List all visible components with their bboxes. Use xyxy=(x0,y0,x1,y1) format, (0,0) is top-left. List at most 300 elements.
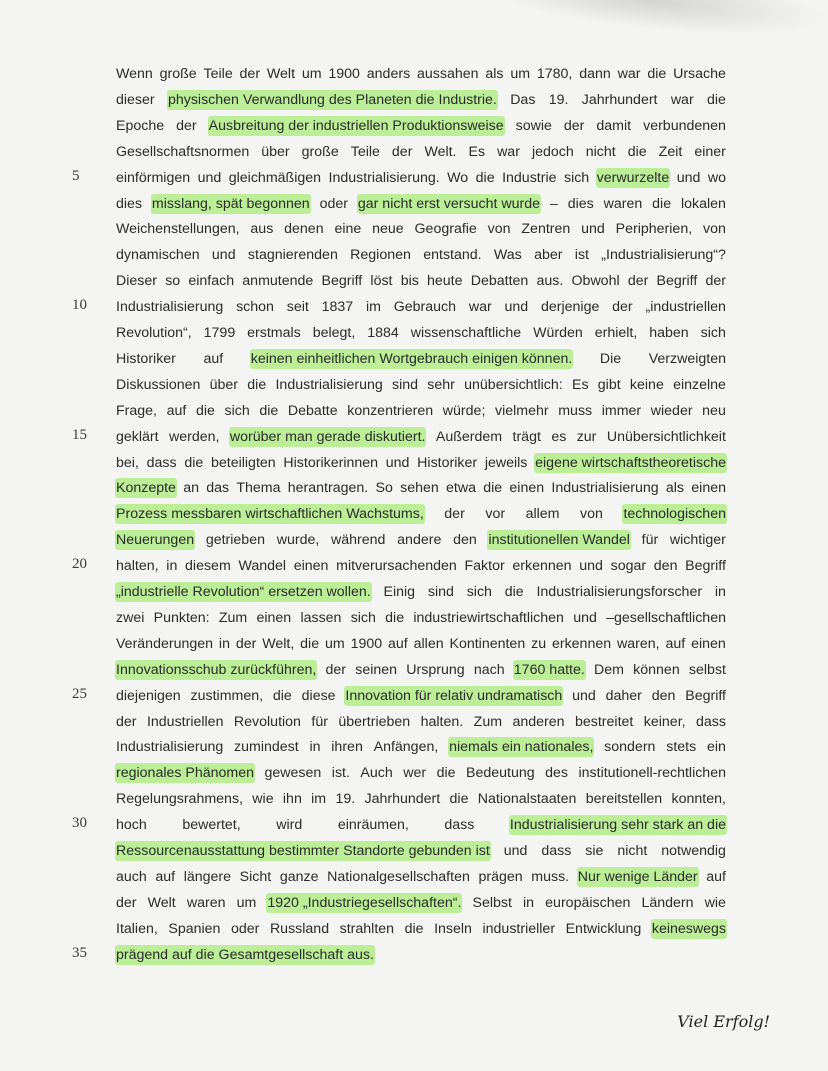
word: die xyxy=(300,635,320,652)
word: eine xyxy=(334,221,362,238)
word: und xyxy=(676,169,701,186)
word: Gebrauch xyxy=(393,299,457,316)
highlighted-text: eigene wirtschaftstheoretische xyxy=(535,454,726,471)
text-line xyxy=(116,763,726,783)
word: im xyxy=(365,299,381,316)
word: große xyxy=(301,143,339,160)
word: die xyxy=(483,480,503,497)
highlighted-text: „industrielle Revolution“ ersetzen wollen. xyxy=(116,584,371,600)
word: ihren xyxy=(331,739,363,756)
word: Auch xyxy=(360,765,393,782)
word: auf xyxy=(166,402,187,419)
word: große xyxy=(159,66,197,82)
text-line xyxy=(116,686,726,706)
word: auf xyxy=(203,350,224,367)
word: aber xyxy=(534,247,563,264)
word: oder xyxy=(319,195,348,212)
word: Frage, xyxy=(116,402,158,419)
word: erhielt, xyxy=(594,325,638,341)
word: 1900 xyxy=(350,635,383,652)
word: war xyxy=(497,143,520,160)
highlighted-text: misslang, spät begonnen xyxy=(151,195,310,212)
word: Revolution“, xyxy=(116,325,192,341)
word: nicht xyxy=(585,143,616,160)
text-line xyxy=(116,375,726,395)
word: dass xyxy=(541,843,572,859)
word: aus. xyxy=(536,273,564,290)
word: der xyxy=(176,117,197,134)
word: wird xyxy=(276,817,303,834)
word: notwendig xyxy=(661,843,726,859)
word: löst xyxy=(370,273,393,290)
word: von xyxy=(580,506,603,523)
line-number: 25 xyxy=(72,685,87,702)
word: einräumen, xyxy=(337,817,409,834)
word: konzentrieren xyxy=(347,402,434,419)
line-number: 15 xyxy=(72,426,87,443)
word: in xyxy=(218,635,230,652)
word: erkennen xyxy=(512,558,572,575)
word: Wandel xyxy=(238,558,287,575)
word: in xyxy=(523,894,535,911)
word: Ländern xyxy=(641,894,694,911)
word: Inseln xyxy=(434,920,472,937)
highlighted-text: institutionellen Wandel xyxy=(488,532,630,549)
word: den xyxy=(453,532,477,549)
word: Regionen xyxy=(350,247,411,264)
text-line xyxy=(116,297,726,317)
word: den xyxy=(651,687,676,704)
word: wieder xyxy=(650,402,693,419)
word: 1837 xyxy=(321,299,354,316)
highlighted-text: technologischen xyxy=(623,506,726,523)
word: sondern xyxy=(604,739,656,756)
word: Wenn xyxy=(116,66,153,82)
text-line xyxy=(116,401,726,421)
word: Verzweigten xyxy=(648,350,726,367)
word: Debatten xyxy=(470,273,529,290)
word: der xyxy=(627,273,649,290)
text-line xyxy=(116,634,726,654)
word: dass xyxy=(696,713,726,730)
word: während xyxy=(331,532,386,549)
word: allen xyxy=(413,635,444,652)
word: Sicht xyxy=(239,868,272,885)
word: halten, xyxy=(116,558,159,575)
highlighted-text: niemals ein nationales, xyxy=(449,739,594,756)
word: neu xyxy=(702,402,726,419)
word: Welt xyxy=(147,894,176,911)
word: Unübersichtlichkeit xyxy=(606,428,726,445)
word: Revolution xyxy=(233,713,301,730)
text-line xyxy=(116,712,726,732)
highlighted-text: keinen einheitlichen Wortgebrauch einigen können. xyxy=(250,350,573,367)
word: Begriff xyxy=(685,687,726,704)
word: und xyxy=(504,299,529,316)
word: Industrie xyxy=(502,169,557,186)
word: verbundenen xyxy=(643,117,726,134)
word: einförmigen xyxy=(116,169,191,186)
word: wichtiger xyxy=(669,532,726,549)
word: des xyxy=(545,765,569,782)
word: immer xyxy=(601,402,642,419)
word: geklärt xyxy=(116,428,159,445)
word: ist xyxy=(574,247,589,264)
text-line xyxy=(116,90,726,110)
word: denen xyxy=(284,221,324,238)
word: Entwicklung xyxy=(565,920,642,937)
word: sich xyxy=(563,169,590,186)
word: so xyxy=(165,273,181,290)
word: dass xyxy=(444,817,475,834)
text-line xyxy=(116,453,726,473)
word: sehen xyxy=(400,480,439,497)
word: die xyxy=(475,169,495,186)
word: anders xyxy=(366,66,411,82)
word: von xyxy=(487,221,511,238)
text-line xyxy=(116,867,726,887)
word: herantragen. xyxy=(287,480,369,497)
highlighted-text: verwurzelte xyxy=(596,169,670,186)
word: Industrialisierung xyxy=(116,299,224,316)
word: daher xyxy=(605,687,642,704)
word: dynamischen xyxy=(116,247,200,264)
word: trägt xyxy=(512,428,541,445)
word: stagnierenden xyxy=(247,247,338,264)
highlighted-text: Innovationsschub zurückführen, xyxy=(116,661,317,678)
word: der xyxy=(563,117,585,134)
word: Es xyxy=(468,143,486,160)
text-line xyxy=(116,789,726,809)
word: den xyxy=(653,558,678,575)
word: Ursache xyxy=(673,66,726,82)
word: unübersichtlich: xyxy=(464,376,563,393)
word: haben xyxy=(649,325,689,341)
word: Thema xyxy=(236,480,281,497)
word: der xyxy=(391,143,413,160)
word: die xyxy=(449,791,469,808)
word: ihn xyxy=(282,791,302,808)
word: Zum xyxy=(473,713,503,730)
word: war xyxy=(468,299,492,316)
word: an xyxy=(183,480,199,497)
word: seit xyxy=(286,299,309,316)
word: Debatte xyxy=(287,402,338,419)
word: zu xyxy=(531,635,547,652)
word: Epoche xyxy=(116,117,165,134)
word: um xyxy=(324,635,345,652)
word: sind xyxy=(392,376,419,393)
word: Punkten: xyxy=(153,609,210,626)
text-line xyxy=(116,64,726,84)
word: Nationalgesellschaften xyxy=(327,868,470,885)
word: auf xyxy=(665,635,686,652)
word: Industrialisierung xyxy=(116,739,224,756)
word: 1780, xyxy=(536,66,573,82)
word: Welt xyxy=(266,66,296,82)
word: Die xyxy=(599,350,622,367)
word: Jahrhundert xyxy=(581,91,658,108)
word: auch xyxy=(116,868,147,885)
word: bestreitet xyxy=(574,713,634,730)
word: Welt. xyxy=(424,143,457,160)
word: vielmehr xyxy=(495,402,549,419)
word: und xyxy=(211,247,236,264)
highlighted-text: 1920 „Industriegesellschaften“. xyxy=(267,894,462,911)
word: ganze xyxy=(279,868,319,885)
word: lokalen xyxy=(680,195,726,212)
word: Das xyxy=(510,91,536,108)
word: entstand. xyxy=(423,247,482,264)
word: auf xyxy=(706,868,726,885)
word: Industrialisierung xyxy=(551,480,659,497)
word: Zum xyxy=(218,609,248,626)
word: bei, xyxy=(116,454,139,471)
word: werden, xyxy=(169,428,220,445)
word: etwa xyxy=(446,480,476,497)
word: Es xyxy=(571,376,589,393)
word: Zeit xyxy=(658,143,683,160)
line-number: 5 xyxy=(72,167,80,184)
word: längere xyxy=(183,868,232,885)
word: über xyxy=(261,143,290,160)
word: sehr xyxy=(427,376,455,393)
word: waren xyxy=(186,894,226,911)
word: um xyxy=(301,66,322,82)
word: war xyxy=(617,66,641,82)
word: mitverursachenden xyxy=(336,558,457,575)
word: die xyxy=(647,66,667,82)
word: einen xyxy=(691,480,726,497)
word: sie xyxy=(585,843,604,859)
word: über xyxy=(209,376,239,393)
word: zwei xyxy=(116,609,145,626)
word: von xyxy=(703,221,726,238)
word: und xyxy=(197,169,222,186)
word: wo xyxy=(707,169,726,186)
word: Industrialisierung. xyxy=(328,169,440,186)
word: dann xyxy=(579,66,611,82)
word: Russland xyxy=(269,920,330,937)
word: als xyxy=(665,480,685,497)
word: die xyxy=(707,91,726,108)
word: Welt, xyxy=(262,635,295,652)
word: Diskussionen xyxy=(116,376,201,393)
text-line xyxy=(116,608,726,628)
word: sind xyxy=(427,584,454,600)
word: –gesellschaftlichen xyxy=(606,609,726,626)
word: und xyxy=(385,454,410,471)
word: industrieller xyxy=(482,920,556,937)
text-line xyxy=(116,194,726,214)
word: Begriff xyxy=(656,273,698,290)
highlighted-text: prägend auf die Gesamtgesellschaft aus. xyxy=(116,946,374,963)
word: der xyxy=(325,661,347,678)
highlighted-text: Ressourcenausstattung bestimmter Standorte gebunden ist xyxy=(116,843,490,859)
word: beteiligten xyxy=(210,454,276,471)
word: es xyxy=(551,428,567,445)
text-line xyxy=(116,349,726,369)
word: einen xyxy=(293,558,329,575)
word: die xyxy=(652,195,672,212)
word: Weichenstellungen, xyxy=(116,221,240,238)
word: anmutende xyxy=(242,273,314,290)
word: Teile xyxy=(350,143,380,160)
word: für xyxy=(641,532,659,549)
word: industriewirtschaftlichen xyxy=(413,609,564,626)
word: schon xyxy=(236,299,274,316)
word: und xyxy=(579,558,603,575)
word: der xyxy=(116,713,137,730)
highlighted-text: gar nicht erst versucht wurde xyxy=(357,195,541,212)
word: einfach xyxy=(188,273,235,290)
word: seinen xyxy=(355,661,398,678)
word: die xyxy=(404,920,424,937)
word: muss xyxy=(558,402,593,419)
word: erstmals xyxy=(247,325,301,341)
highlighted-text: regionales Phänomen xyxy=(116,765,255,782)
word: in xyxy=(166,558,178,575)
word: im xyxy=(311,791,327,808)
highlighted-text: Neuerungen xyxy=(116,532,195,549)
word: Industrialisierungsforscher xyxy=(536,584,703,600)
text-line xyxy=(116,504,726,524)
word: die xyxy=(259,402,279,419)
word: und xyxy=(572,687,596,704)
word: übertrieben xyxy=(338,713,411,730)
word: belegt, xyxy=(312,325,356,341)
word: Begriff xyxy=(685,558,726,575)
word: keine xyxy=(629,376,664,393)
word: der xyxy=(612,299,633,316)
highlighted-text: Prozess messbaren wirtschaftlichen Wachstums, xyxy=(116,506,424,523)
word: bereitstellen xyxy=(585,791,663,808)
text-line xyxy=(116,893,726,913)
word: dass xyxy=(146,454,177,471)
word: stets xyxy=(666,739,697,756)
word: wie xyxy=(704,894,726,911)
word: Historikerinnen xyxy=(283,454,379,471)
word: Peripherien, xyxy=(615,221,693,238)
word: einen xyxy=(256,609,292,626)
text-line xyxy=(116,660,726,680)
word: die xyxy=(247,376,267,393)
highlighted-text: Nur wenige Länder xyxy=(577,868,698,885)
word: 19. xyxy=(548,91,569,108)
word: Würden xyxy=(533,325,583,341)
word: und xyxy=(581,221,605,238)
word: Kontinenten xyxy=(449,635,526,652)
word: nicht xyxy=(617,843,648,859)
highlighted-text: keineswegs xyxy=(651,920,726,937)
word: bewertet, xyxy=(182,817,241,834)
word: jedoch xyxy=(531,143,574,160)
word: dieser xyxy=(116,91,155,108)
word: Zentren xyxy=(521,221,571,238)
word: ein xyxy=(706,739,726,756)
word: für xyxy=(311,713,328,730)
word: wer xyxy=(403,765,427,782)
word: können xyxy=(633,661,680,678)
word: der xyxy=(239,66,261,82)
word: gibt xyxy=(597,376,621,393)
word: ist. xyxy=(331,765,350,782)
word: derjenige xyxy=(540,299,600,316)
word: der xyxy=(705,273,726,290)
word: als xyxy=(485,66,504,82)
word: diese xyxy=(301,687,336,704)
word: einen xyxy=(691,635,726,652)
word: Was xyxy=(493,247,522,264)
text-line xyxy=(116,841,726,861)
text-line xyxy=(116,478,726,498)
word: der xyxy=(444,506,465,523)
word: erkennen xyxy=(551,635,612,652)
word: wurde, xyxy=(276,532,320,549)
word: um xyxy=(236,894,257,911)
word: der xyxy=(235,635,257,652)
word: Dem xyxy=(594,661,624,678)
text-line xyxy=(116,116,726,136)
word: auf xyxy=(155,868,176,885)
word: in xyxy=(714,584,726,600)
word: aussahen xyxy=(417,66,479,82)
word: europäischen xyxy=(545,894,631,911)
word: Jahrhundert xyxy=(364,791,441,808)
word: keiner, xyxy=(643,713,686,730)
word: Dieser xyxy=(116,273,157,290)
word: Außerdem xyxy=(435,428,503,445)
word: heute xyxy=(427,273,463,290)
line-number: 30 xyxy=(72,815,87,832)
highlighted-text: Ausbreitung der industriellen Produktionsweise xyxy=(208,117,504,134)
word: „industriellen xyxy=(645,299,726,316)
word: Teile xyxy=(203,66,233,82)
highlighted-text: Innovation für relativ undramatisch xyxy=(345,687,563,704)
word: Industrialisierung xyxy=(275,376,383,393)
word: einzelne xyxy=(673,376,726,393)
word: muss. xyxy=(531,868,570,885)
word: auf xyxy=(388,635,408,652)
word: Industriellen xyxy=(146,713,224,730)
highlighted-text: 1760 hatte. xyxy=(513,661,585,678)
word: einer xyxy=(694,143,726,160)
word: hoch xyxy=(116,817,147,834)
word: Historiker xyxy=(116,350,176,367)
line-number: 20 xyxy=(72,556,87,573)
word: war xyxy=(670,91,694,108)
word: Italien, xyxy=(116,920,158,937)
word: die xyxy=(195,402,215,419)
word: andere xyxy=(397,532,442,549)
word: aus xyxy=(250,221,274,238)
text-line xyxy=(116,142,726,162)
highlighted-text: worüber man gerade diskutiert. xyxy=(229,428,426,445)
word: getrieben xyxy=(205,532,265,549)
word: Geografie xyxy=(414,221,477,238)
word: Begriff xyxy=(321,273,363,290)
word: jeweils xyxy=(484,454,528,471)
text-line xyxy=(116,245,726,265)
word: die xyxy=(504,584,524,600)
word: Nationalstaaten xyxy=(477,791,577,808)
word: strahlten xyxy=(339,920,395,937)
line-number: 35 xyxy=(72,944,87,961)
word: Anfängen, xyxy=(373,739,439,756)
word: die xyxy=(436,765,456,782)
text-line xyxy=(116,219,726,239)
word: Einig xyxy=(383,584,416,600)
